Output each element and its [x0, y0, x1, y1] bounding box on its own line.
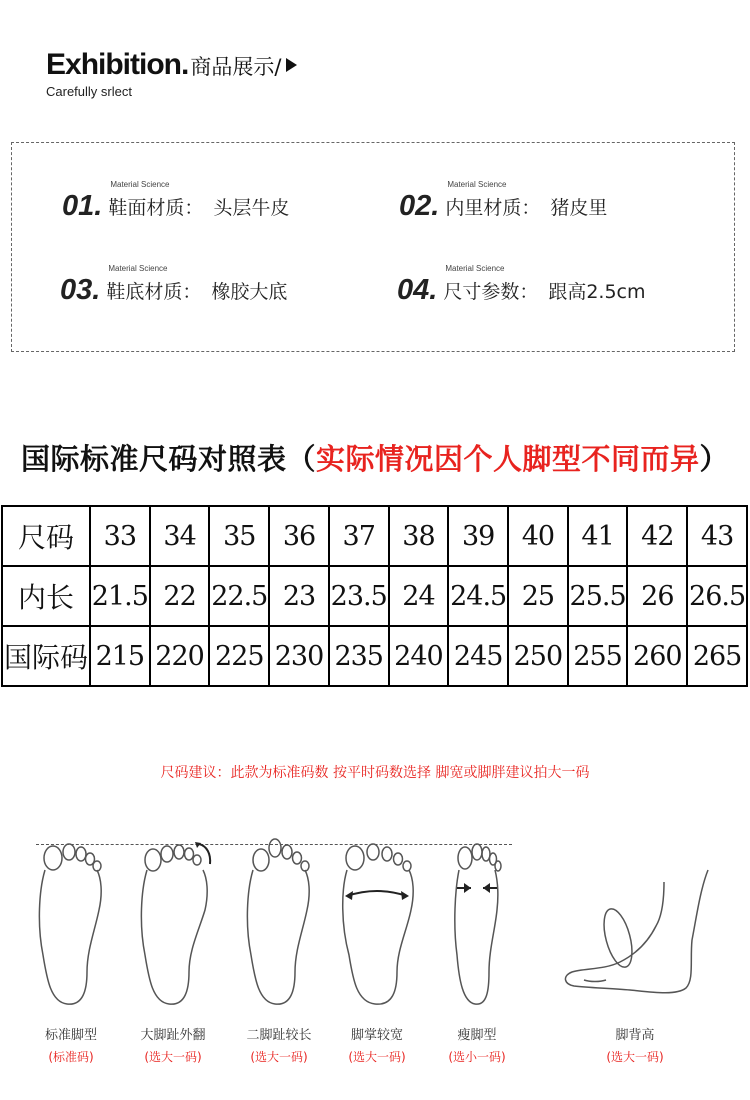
high-instep-foot-icon [560, 830, 710, 1010]
size-row-eu [2, 506, 747, 566]
size-cell: 24 [389, 566, 449, 626]
size-cell: 26 [627, 566, 687, 626]
size-row-label: 内长 [2, 566, 90, 626]
size-cell: 24.5 [448, 566, 508, 626]
foot-type-wide [322, 830, 432, 1065]
standard-foot-icon [31, 830, 111, 1010]
material-item-lining [399, 180, 608, 222]
size-cell: 33 [90, 506, 150, 566]
material-science-caption: Material Science [445, 264, 505, 273]
size-cell: 35 [209, 506, 269, 566]
size-cell: 25.5 [568, 566, 628, 626]
size-cell: 225 [209, 626, 269, 686]
size-cell: 22 [150, 566, 210, 626]
foot-type-bunion [118, 830, 228, 1065]
material-item-sole [60, 264, 288, 306]
material-value: 猪皮里 [550, 197, 608, 219]
size-chart-title-open: （ [286, 442, 316, 476]
size-cell: 25 [508, 566, 568, 626]
size-table [1, 505, 748, 687]
foot-type-label: 脚背高 [615, 1028, 655, 1043]
size-cell: 250 [508, 626, 568, 686]
material-text [443, 264, 646, 305]
foot-type-recommendation: (选大一码) [250, 1050, 308, 1064]
size-advice: 尺码建议：此款为标准码数 按平时码数选择 脚宽或脚胖建议拍大一码 [160, 765, 590, 781]
material-item-size-params [397, 264, 646, 306]
foot-type-label: 脚掌较宽 [350, 1028, 403, 1043]
header-subtitle: Carefully srlect [46, 84, 132, 99]
size-cell: 255 [568, 626, 628, 686]
long-second-toe-foot-icon [239, 830, 319, 1010]
size-cell: 235 [329, 626, 389, 686]
material-text [108, 180, 290, 221]
size-cell: 26.5 [687, 566, 747, 626]
foot-type-high-instep [560, 830, 710, 1065]
material-value: 橡胶大底 [211, 281, 288, 303]
foot-type-label: 瘦脚型 [457, 1028, 497, 1043]
size-cell: 245 [448, 626, 508, 686]
size-cell: 38 [389, 506, 449, 566]
size-cell: 265 [687, 626, 747, 686]
foot-type-recommendation: (选大一码) [348, 1050, 406, 1064]
header-title [46, 48, 297, 82]
foot-type-recommendation: (标准码) [48, 1050, 94, 1064]
size-cell: 230 [269, 626, 329, 686]
size-cell: 34 [150, 506, 210, 566]
materials-box [11, 142, 735, 352]
bunion-foot-icon [133, 830, 213, 1010]
foot-type-standard [16, 830, 126, 1065]
size-cell: 43 [687, 506, 747, 566]
size-chart-title [0, 437, 750, 478]
play-arrow-icon [286, 58, 297, 72]
size-chart-title-main: 国际标准尺码对照表 [20, 442, 287, 476]
size-row-label: 尺码 [2, 506, 90, 566]
size-chart-title-close: ） [699, 442, 730, 476]
size-cell: 21.5 [90, 566, 150, 626]
foot-type-long-second-toe [224, 830, 334, 1065]
size-row-intl [2, 626, 747, 686]
size-cell: 40 [508, 506, 568, 566]
material-number: 03. [60, 274, 101, 306]
material-label: 鞋底材质： [106, 281, 202, 303]
size-cell: 36 [269, 506, 329, 566]
header-title-en: Exhibition. [46, 48, 189, 81]
foot-type-narrow [422, 830, 532, 1065]
size-cell: 39 [448, 506, 508, 566]
size-cell: 215 [90, 626, 150, 686]
section-header [46, 48, 297, 99]
size-cell: 260 [627, 626, 687, 686]
material-label: 内里材质： [445, 197, 541, 219]
foot-type-label: 二脚趾较长 [246, 1028, 312, 1043]
narrow-foot-icon [437, 830, 517, 1010]
size-chart-title-note: 实际情况因个人脚型不同而异 [316, 442, 700, 476]
material-science-caption: Material Science [447, 180, 507, 189]
material-value: 跟高2.5cm [548, 281, 646, 303]
wide-foot-icon [337, 830, 417, 1010]
material-number: 02. [399, 190, 440, 222]
material-item-upper [62, 180, 290, 222]
size-cell: 23.5 [329, 566, 389, 626]
material-value: 头层牛皮 [213, 197, 290, 219]
size-row-length [2, 566, 747, 626]
size-cell: 220 [150, 626, 210, 686]
size-cell: 42 [627, 506, 687, 566]
foot-type-recommendation: (选大一码) [606, 1050, 664, 1064]
size-cell: 22.5 [209, 566, 269, 626]
size-cell: 240 [389, 626, 449, 686]
size-cell: 23 [269, 566, 329, 626]
material-science-caption: Material Science [108, 264, 168, 273]
foot-type-recommendation: (选大一码) [144, 1050, 202, 1064]
foot-types [0, 830, 750, 1080]
foot-type-label: 大脚趾外翻 [140, 1028, 206, 1043]
material-science-caption: Material Science [110, 180, 170, 189]
material-label: 鞋面材质： [108, 197, 204, 219]
material-text [445, 180, 608, 221]
material-label: 尺寸参数： [443, 281, 539, 303]
material-text [106, 264, 288, 305]
size-cell: 37 [329, 506, 389, 566]
size-cell: 41 [568, 506, 628, 566]
header-title-cn: 商品展示/ [190, 55, 282, 79]
foot-type-label: 标准脚型 [44, 1028, 97, 1043]
material-number: 04. [397, 274, 438, 306]
foot-type-recommendation: (选小一码) [448, 1050, 506, 1064]
size-row-label: 国际码 [2, 626, 90, 686]
material-number: 01. [62, 190, 103, 222]
